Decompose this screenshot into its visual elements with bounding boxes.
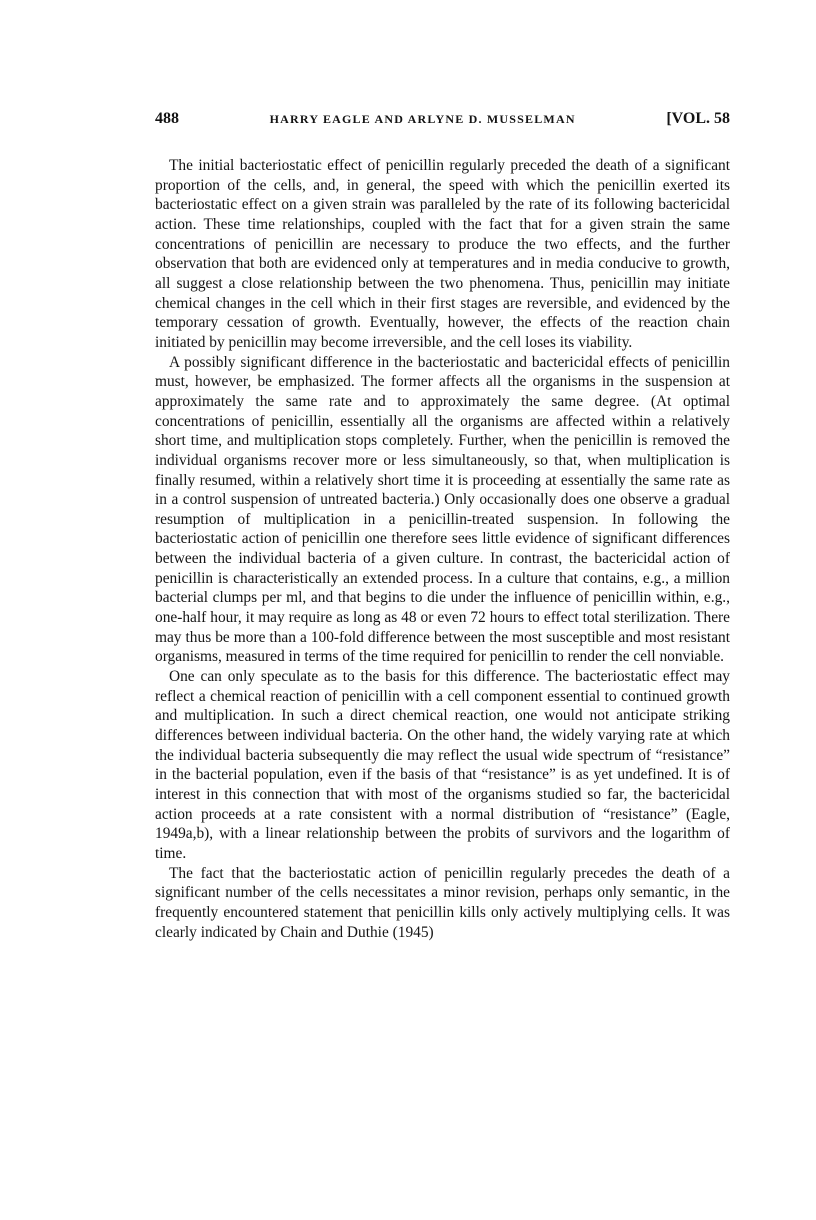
paragraph: The fact that the bacteriostatic action of penicillin regularly precedes the death of a significant number of the cells necessitates a minor revision, perhaps only semantic, in the frequently encountered statement that penicillin kills only actively multiplying cells. It was clearly indicated by Chain and Duthie (1945)	[155, 864, 730, 941]
volume-label: [VOL. 58	[666, 110, 730, 127]
paragraph: The initial bacteriostatic effect of penicillin regularly preceded the death of a significant proportion of the cells, and, in general, the speed with which the penicillin exerted its bacteriostatic effect on a given strain was paralleled by the rate of its following bactericidal action. These time relationships, coupled with the fact that for a given strain the same concentrations of penicillin are necessary to produce the two effects, and the further observation that both are evidenced only at temperatures and in media conducive to growth, all suggest a close relationship between the two phenomena. Thus, penicillin may initiate chemical changes in the cell which in their first stages are reversible, and evidenced by the temporary cessation of growth. Eventually, however, the effects of the reaction chain initiated by penicillin may become irreversible, and the cell loses its viability.	[155, 157, 730, 351]
journal-page	[155, 110, 730, 942]
running-head	[155, 110, 730, 134]
page-number: 488	[155, 110, 179, 127]
running-head-authors: HARRY EAGLE AND ARLYNE D. MUSSELMAN	[269, 112, 576, 126]
body-text	[155, 156, 730, 942]
paragraph: One can only speculate as to the basis for this difference. The bacteriostatic effect may reflect a chemical reaction of penicillin with a cell component essential to continued growth and multiplication. In such a direct chemical reaction, one would not anticipate striking differences between individual bacteria. On the other hand, the widely varying rate at which the individual bacteria subsequently die may reflect the usual wide spectrum of “resistance” in the bacterial population, even if the basis of that “resistance” is as yet undefined. It is of interest in this connection that with most of the organisms studied so far, the bactericidal action proceeds at a rate consistent with a normal distribution of “resistance” (Eagle, 1949a,b), with a linear relationship between the probits of survivors and the logarithm of time.	[155, 668, 730, 862]
paragraph: A possibly significant difference in the bacteriostatic and bactericidal effects of penicillin must, however, be emphasized. The former affects all the organisms in the suspension at approximately the same rate and to approximately the same degree. (At optimal concentrations of penicillin, essentially all the organisms are affected within a relatively short time, and multiplication stops completely. Further, when the penicillin is removed the individual organisms recover more or less simultaneously, so that, when multiplication is finally resumed, within a relatively short time it is proceeding at essentially the same rate as in a control suspension of untreated bacteria.) Only occasionally does one observe a gradual resumption of multiplication in a penicillin-treated suspension. In following the bacteriostatic action of penicillin one therefore sees little evidence of significant differences between the individual bacteria of a given culture. In contrast, the bactericidal action of penicillin is characteristically an extended process. In a culture that contains, e.g., a million bacterial clumps per ml, and that begins to die under the influence of penicillin within, e.g., one-half hour, it may require as long as 48 or even 72 hours to effect total sterilization. There may thus be more than a 100-fold difference between the most susceptible and most resistant organisms, measured in terms of the time required for penicillin to render the cell nonviable.	[155, 353, 730, 666]
